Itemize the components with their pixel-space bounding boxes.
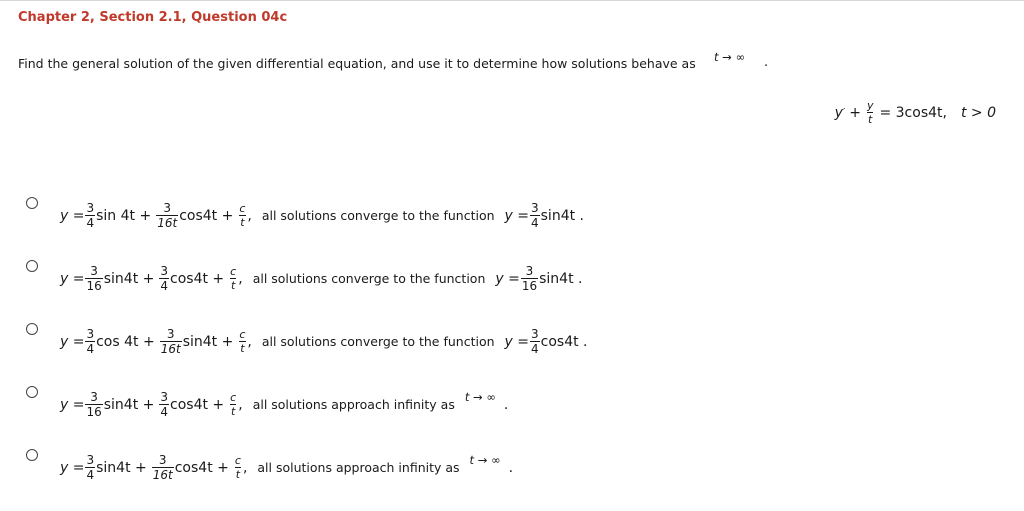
option-1-radio[interactable]: [26, 197, 38, 209]
target-lhs: y =: [495, 270, 520, 287]
option-term: cos 4t +: [96, 333, 155, 350]
option-fraction: $\frac{c}{t}$: [230, 265, 237, 292]
option-fraction: $\frac{3}{4}$: [86, 201, 95, 230]
option-term: cos4t +: [170, 396, 225, 413]
option-5-expression: y = $\frac{3}{4}$ sin4t + $\frac{3}{16t}$ cos4t + $\frac{c}{t}$ , all solutions approach infinity as t → ∞ .: [60, 452, 514, 482]
eq-frac-num: y: [866, 99, 874, 112]
option-fraction: $\frac{c}{t}$: [234, 454, 241, 481]
option-description: all solutions converge to the function: [261, 334, 495, 349]
eq-prime: ′: [842, 107, 846, 118]
eq-rhs: = 3cos4t,: [879, 104, 947, 121]
eq-plus: +: [849, 104, 861, 121]
eq-condition: t > 0: [960, 104, 996, 121]
option-fraction: $\frac{c}{t}$: [239, 328, 246, 355]
option-fraction: $\frac{3}{4}$: [86, 453, 95, 482]
top-border: [0, 0, 1024, 1]
option-description: all solutions converge to the function: [252, 271, 486, 286]
prompt-text: Find the general solution of the given differential equation, and use it to determine how solutions behave as: [18, 56, 696, 71]
option-fraction: $\frac{3}{16t}$: [160, 327, 181, 356]
eq-frac-den: t: [868, 113, 873, 126]
target-lhs: y =: [504, 207, 529, 224]
option-t-to-infinity: t → ∞: [469, 452, 501, 467]
option-description: all solutions converge to the function: [261, 208, 495, 223]
option-4-expression: y = $\frac{3}{16}$ sin4t + $\frac{3}{4}$ cos4t + $\frac{c}{t}$ , all solutions approach infinity as t → ∞ .: [60, 389, 509, 419]
option-fraction: $\frac{3}{4}$: [86, 327, 95, 356]
option-fraction: $\frac{3}{16t}$: [157, 201, 178, 230]
target-fraction: $\frac{3}{4}$: [531, 201, 539, 230]
target-function: sin4t .: [539, 270, 583, 287]
option-1-expression: y = $\frac{3}{4}$ sin 4t + $\frac{3}{16t}$ cos4t + $\frac{c}{t}$ , all solutions converge to the function y = $\frac{3}{4}$ sin4t .: [60, 201, 584, 230]
option-lhs: y =: [60, 270, 85, 287]
option-fraction: $\frac{3}{16}$: [86, 264, 102, 293]
prompt-period: .: [764, 55, 769, 70]
option-3-radio[interactable]: [26, 323, 38, 335]
option-term: sin 4t +: [96, 207, 152, 224]
eq-y: y: [834, 104, 843, 121]
option-description: all solutions approach infinity as: [252, 397, 455, 412]
option-term: cos4t +: [174, 459, 229, 476]
option-term: sin4t +: [103, 396, 155, 413]
option-2-radio[interactable]: [26, 260, 38, 272]
option-lhs: y =: [60, 207, 85, 224]
given-equation: [835, 100, 996, 125]
option-period: .: [503, 396, 509, 413]
option-5-radio[interactable]: [26, 449, 38, 461]
target-function: sin4t .: [540, 207, 584, 224]
option-4-radio[interactable]: [26, 386, 38, 398]
option-2-expression: y = $\frac{3}{16}$ sin4t + $\frac{3}{4}$ cos4t + $\frac{c}{t}$ , all solutions converge to the function y = $\frac{3}{16}$ sin4t .: [60, 264, 583, 293]
question-prompt: [18, 56, 696, 71]
option-t-to-infinity: t → ∞: [464, 389, 496, 404]
option-fraction: $\frac{3}{4}$: [160, 390, 169, 419]
prompt-t-to-infinity: t → ∞: [714, 50, 746, 64]
option-term: sin4t +: [103, 270, 155, 287]
option-period: .: [508, 459, 514, 476]
eq-fraction: [866, 100, 875, 125]
option-3-expression: y = $\frac{3}{4}$ cos 4t + $\frac{3}{16t}$ sin4t + $\frac{c}{t}$ , all solutions converge to the function y = $\frac{3}{4}$ cos4t .: [60, 327, 588, 356]
option-lhs: y =: [60, 333, 85, 350]
option-fraction: $\frac{c}{t}$: [230, 391, 237, 418]
target-lhs: y =: [504, 333, 529, 350]
option-term: sin4t +: [96, 459, 147, 476]
option-term: cos4t +: [179, 207, 234, 224]
target-fraction: $\frac{3}{4}$: [531, 327, 539, 356]
target-function: cos4t .: [540, 333, 588, 350]
option-description: all solutions approach infinity as: [257, 460, 460, 475]
option-fraction: $\frac{3}{4}$: [160, 264, 169, 293]
question-header: Chapter 2, Section 2.1, Question 04c: [18, 10, 288, 25]
option-lhs: y =: [60, 459, 85, 476]
option-term: sin4t +: [182, 333, 234, 350]
option-fraction: $\frac{c}{t}$: [239, 202, 246, 229]
option-fraction: $\frac{3}{16}$: [86, 390, 102, 419]
target-fraction: $\frac{3}{16}$: [521, 264, 538, 293]
option-fraction: $\frac{3}{16t}$: [152, 453, 173, 482]
option-lhs: y =: [60, 396, 85, 413]
option-term: cos4t +: [170, 270, 225, 287]
